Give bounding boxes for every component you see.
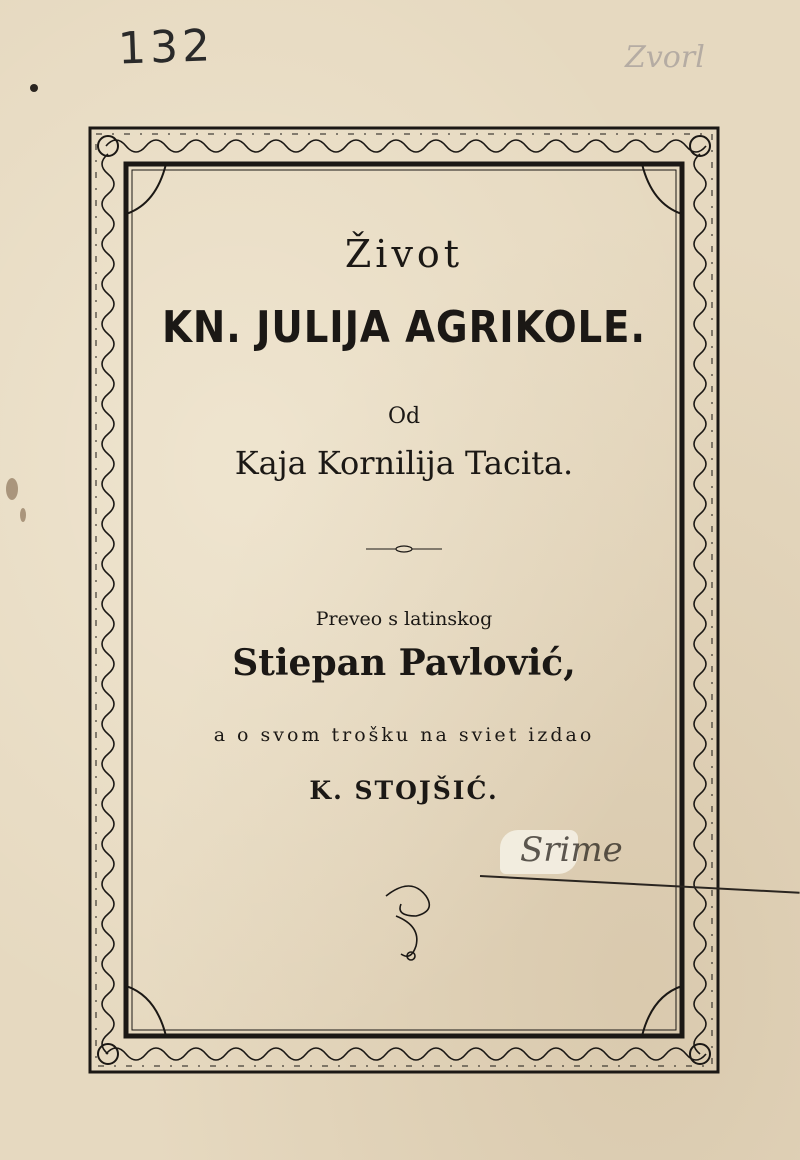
flourish-ornament xyxy=(376,876,446,966)
published-by-label: a o svom trošku na sviet izdao xyxy=(213,724,595,746)
punch-hole-mark xyxy=(30,84,38,92)
translator-name: Stiepan Pavlović, xyxy=(232,642,576,684)
translated-from-label: Preveo s latinskog xyxy=(315,608,493,630)
divider-ornament xyxy=(364,543,444,555)
title-line-1: Život xyxy=(344,232,464,276)
ornamental-divider xyxy=(86,540,722,559)
stain-mark xyxy=(6,478,18,500)
main-title: KN. JULIJA AGRIKOLE. xyxy=(162,302,646,353)
author-name: Kaja Kornilija Tacita. xyxy=(234,444,574,482)
title-page-content xyxy=(86,124,722,1076)
handwritten-signature: Srime xyxy=(520,830,623,870)
stain-mark xyxy=(20,508,26,522)
publisher-name: K. STOJŠIĆ. xyxy=(309,776,499,805)
by-label: Od xyxy=(387,404,421,429)
faint-handwriting: Zvorl xyxy=(625,40,705,75)
handwritten-catalog-number: 132 xyxy=(117,20,215,75)
